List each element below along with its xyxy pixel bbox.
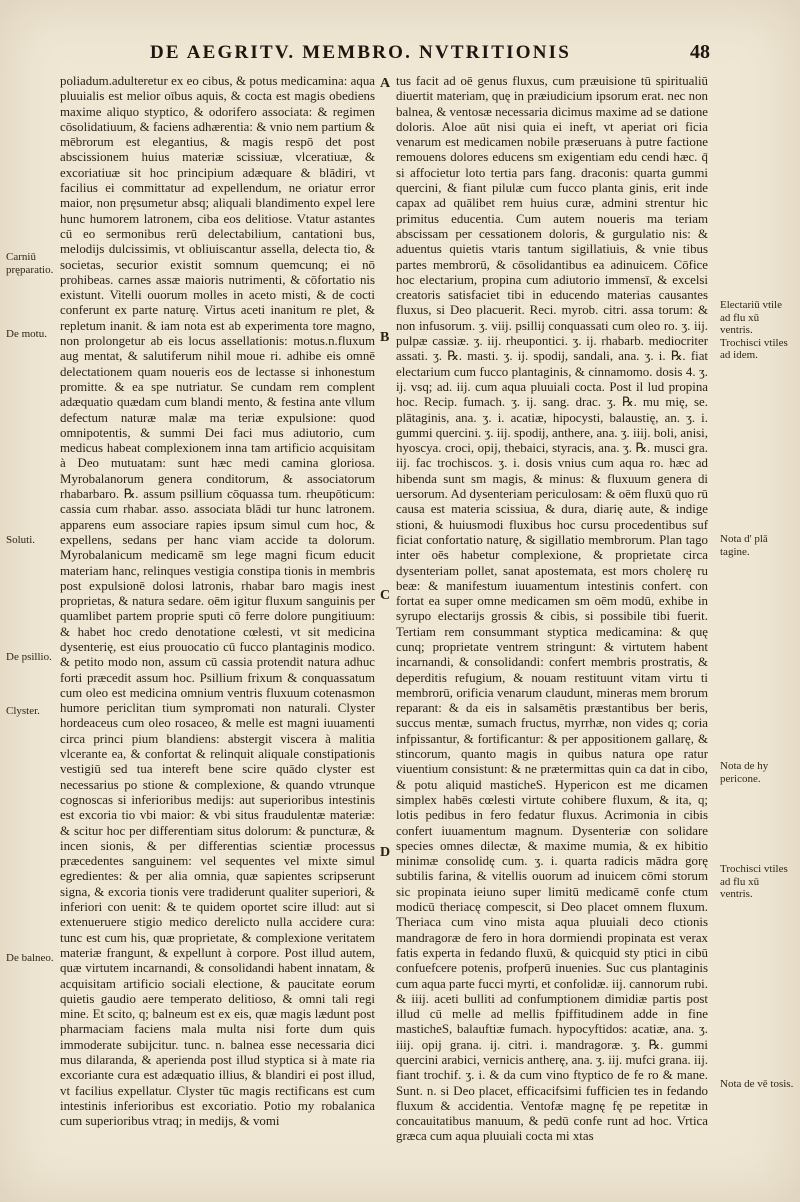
body-paragraph: poliadum.adulteretur ex eo cibus, & potus medicamina: aqua pluuialis est melior oībus aquis, & cocta est magis obediens maxime aliquo styptico, & odorifero associata: & regimen cōsolidatiuum, & faciens adhærentia: & vnio nem partium & mēbrorum est elegantius, & magis respō det post abscissionem huius materiæ scissiuæ, vlceratiuæ, & excoriatiuæ sit hoc principium adæquare & blādiri, vt facilius ei committatur ad expellendum, ne oriatur error maior, non pręsumetur absq; aliquali blandimento expel lere hunc humorem latronem, ciba eos delitiose. Vtatur astantes cū eo sermonibus rerū delectabilium, cantationi bus, melodijs dulcissimis, vt obliuiscantur assella, delecta tio, & societas, securior existit somnum quemcunq; ei nō prohibeas. carnes assæ maioris nutrimenti, & cōfortatio nis existunt. Vitelli ouorum molles in aceto misti, & de cocti conferunt ex parte naturę. Virtus aceti inanitum re plet, & repletum inanit. & iam nota est ab experimenta tore magno, non prolongetur ab eis locus assellationis: motus.n.fluxum aug mentat, & salutiferum nihil moue ri. adhibe eis omnē delectationem quam noueris eos de lectasse si inhonestum promitte. & ea spe nutriatur. Se cundam rem complent adæquatio quædam cum blandi mento, & festina ante vllum defectum naturæ malæ ma teriæ expulsione: quod omnipotentis, & summi Dei faci mus adiutorio, cum medicus habeat complexionem inna tam artificio acquisitam à Deo mutuatam: sunt hæc medi camina gloriosa. Myrobalanorum genera conditorum, & associatorum rhabarbaro. ℞. assum psillium cōquassa tum. rheupōticum: cassia cum rhabar. asso. associata blādi tur hunc latronem. apparens eum associare rapies ipsum simul cum hoc, & expellens, sedans per hanc viam accide ta dolorum. Myrobalanicum medicamē sm lege magni ficum educit materiam hanc, relinques vestigia constipa tionis in membris post expulsionē dolosi latronis, rhabar baro magis inest proprietas, & natura sedare. oēm igitur fluxum sanguinis per quamlibet partem proprie sputi cō ferre dolore pungitiuum: & habet hoc credo denotatione cœlesti, vt sit medicina dysenterię, est eius prouocatio cū fucco plantaginis modico. & petito modo non, assum cū cassia protendit natura adhuc forti præcedit assum hoc. Psillium frixum & conquassatum cum oleo est medicina omnium ventris fluxuum cotenasmon humore periclitan tium sympromati non naturali. Clyster hordeaceus cum oleo rosaceo, & melle est magni iuuamenti circa princi pium blandiens: abstergit viscera à malitia vlcerante ea, & confortat & relinquit aliquale constipationis vestigiū sed tua intereft bene scire quādo clyster est necessarius po stione & complexione, & quando vtrunque cognoscas si inferioribus medijs: aut superioribus intestinis est excoria tio vbi maior: & vbi situs fraudulentæ materiæ: & scitur hoc per differentiam situs dolorum: & puncturæ, & incen sionis, & per differentias scientiæ processus præcedentes sanguinem: vel sequentes vel mixte simul egredientes: & per alia omnia, quæ sapientes scripserunt signa, & excoria tionis vere tradiderunt qualiter superiori, & inferiori con uenit: & te quidem oportet scire illud: aut si extenueruere stigio medico derelicto nulla accidere cura: tunc est cum his, quæ proprietate, & complexione veritatem materiæ frangunt, & expellunt à corpore. Post illud autem, quæ virtutem incarnandi, & consolidandi habent innatam, & acquisitam artificio sociali electione, & paucitate eorum quietis gaudio aere temperato delitioso, & omni tali regi mine. Et scito, q; balneum est ex eis, quæ magis lædunt post pharmaciam faciens mala multa nisi forte dum quis immoderate subijcitur. tunc. n. balnea esse necessaria dici mus dilaranda, & aperienda post illud styptica si à mate ria excoriante cura est adæquatio illius, & blandiri ei post illud, vt facilius expellatur. Clyster tūc magis rectificans est cum intestinis inferioribus est excoriatio. Potio my robalanica cum superioribus vtraq; in medijs, & vomi	[60, 74, 375, 1129]
page-header	[150, 42, 710, 68]
margin-note-right: Electariū vtile ad flu xū ventris. Trochisci vtiles ad idem.	[720, 299, 788, 361]
margin-note-left: Clyster.	[6, 705, 40, 717]
margin-note-left: De psillio.	[6, 651, 52, 663]
margin-note-right: Nota d' plā tagine.	[720, 533, 768, 558]
left-text-column	[60, 74, 375, 1129]
running-head: DE AEGRITV. MEMBRO. NVTRITIONIS	[150, 42, 571, 63]
section-letter: C	[380, 588, 391, 603]
margin-note-left: De motu.	[6, 328, 47, 340]
body-paragraph: tus facit ad oē genus fluxus, cum præuisione tū spiritualiū diuertit materiam, quę in præiudicium ipsorum erat. nec non balnea, & ventosæ necessaria dicimus maxime ad se datione doloris. Aloe aūt nisi quia ei ineft, vt aperiat ori ficia venarum est medicamen nobile præseruans à putre factione remouens dolores educens sm exigentiam edu cendi hæc. q̄ si affocietur loto tertia pars fang. draconis: quarta gummi quercini, & fiant pilulæ cum fucco planta ginis, erit inde capax ad quālibet rem huius curæ, admini strentur hic primitus educentia. Cum autem noueris ma teriam abscissam per cessationem doloris, & gurgulatio nis: & aduentus quietis vtaris tantum sigillatiuis, & vnie tibus partes membrorū, & cōsolidantibus ea adinuicem. Cōfice hoc electarium, propina cum adiutorio immensī, & excelsi creatoris satisfaciet tibi in educendo materias causantes fluxus, si Deo placuerit. Reci. myrob. citri. assa torum: & non infusorum. ʒ. viij. psillij conquassati cum oleo ro. ʒ. iij. pulpæ cassiæ. ʒ. iij. rheupontici. ʒ. ij. rhabarb. mediocriter assati. ʒ. ℞. masti. ʒ. ij. spodij, sandali, ana. ʒ. i. ℞. fiat electarium cum fucco plantaginis, & cinnamomo. dosis 4. ʒ. ij. vsq; ad. iij. cum aqua pluuiali cocta. Post il lud propina hoc. Recip. fumach. ʒ. ij. sang. drac. ʒ. ℞. mu mię, se. plātaginis, ana. ʒ. i. acatiæ, hipocysti, balaustię, an. ʒ. i. gummi quercini. ʒ. iij. spodij, anthere, ana. ʒ. iiij. boli, anisi, hyoscya. croci, opij, thebaici, styracis, ana. ʒ. ℞. musci gra. iij. fac trochiscos. ʒ. i. dosis vnius cum aqua ro. hæc ad hibenda sunt sm magis, & minus: & fluxuum genera di uersorum. Ad dysenteriam periculosam: & oēm fluxū quo rū causa est materia scissiua, & dura, diarię aute, & indige stioni, & huiusmodi fluxibus hoc cursu procedentibus suf ficiat confortatio naturę, & sigillatio membrorum. Plan tago inter oēs habetur complexione, & proprietate circa dysenteriam pollet, sanat apostemata, est mors cholerę ru beæ: & manifestum iuuamentum intestinis confert. con fortat ea super omne medicamen sm oēm modū, exhibe in syrupo electarijs grossis & cibis, si possibile tibi fuerit. Tertiam rem consummant styptica medicamina: & quę cunq; proprietate ventrem stringunt: & virtutem habent incarnandi, & consolidandi: confert membris prostratis, & deperditis refugium, & nouam restituunt vitam virtu ti membrorū, orificia venarum claudunt, mineras mem brorum reparant: & da eis in salsamētis præstantibus ber beris, succus mentæ, sumach fructus, myrrhæ, non vides q; coria infpissantur, & fortificantur: & per appositionem gallarę, & stincorum, quanto magis in quibus natura ope ratur viuentium consistunt: & ne prætermittas quin ca dat in cibo, & potu aliquid masticheS. Hypericon est me dicamen simplex habēs cœlesti virtute cohibere fluxum, & ita, q; lotis pedibus in fero fedatur fluxus. Acrimonia in cibis confert iuuamentum magnum. Dysenteriæ con solidare species omnes dilectæ, & maxime mumia, & ex hibitio minimæ consolidę cum. ʒ. i. quarta radicis mādra gorę subtilis farina, & vitellis ouorum ad inuicem cōmi storum sic propinata ieiuno super limitū medicamē confe ctum modicū theriacę compescit, si Deo placet omnem fluxum. Theriaca cum vino mista aqua pluuiali deco ctionis mandragoræ de fero in hora dormiendi propinata est verax fatis experta in fedando fluxū, & quicquid sty ptici in cibū confuefcere potenis, profperū inuenies. Suc cus plantaginis cum aqua parte fucci myrti, et confolidæ. iij. cannorum rubi. & iiij. aceti bulliti ad confumptionem dimidiæ partis post illud cū melle ad mellis fpiffitudinem adde in fine masticheS, balauftiæ fumach. hypocyftidos: acatiæ, ana. ʒ. iiij. opij grana. ij. citri. i. mandragoræ. ʒ. ℞. gummi quercini arabici, vernicis antherę, ana. ʒ. iij. mufci grana. iij. fiant trochif. ʒ. i. & da cum vino ftyptico de fe ro & mane. Sunt. n. si Deo placet, efficacifsimi fufficien tes in fedando fluxum & accidentia. Ventofæ magnę fę pe repetitæ in concauitatibus manuum, & pedū confe runt ad hoc. Vrtica græca cum aqua pluuiali cocta mi xtas	[396, 74, 708, 1144]
right-text-column	[396, 74, 708, 1145]
margin-note-right: Nota de vē tosis.	[720, 1078, 794, 1090]
margin-note-right: Nota de hy pericone.	[720, 760, 769, 785]
margin-note-right: Trochisci vtiles ad flu xū ventris.	[720, 863, 788, 900]
section-letter: A	[380, 76, 391, 91]
section-letter: B	[380, 330, 390, 345]
margin-note-left: Carniū pręparatio.	[6, 251, 54, 276]
page-number: 48	[690, 41, 710, 63]
section-letter: D	[380, 845, 391, 860]
margin-note-left: De balneo.	[6, 952, 54, 964]
margin-note-left: Soluti.	[6, 534, 36, 546]
